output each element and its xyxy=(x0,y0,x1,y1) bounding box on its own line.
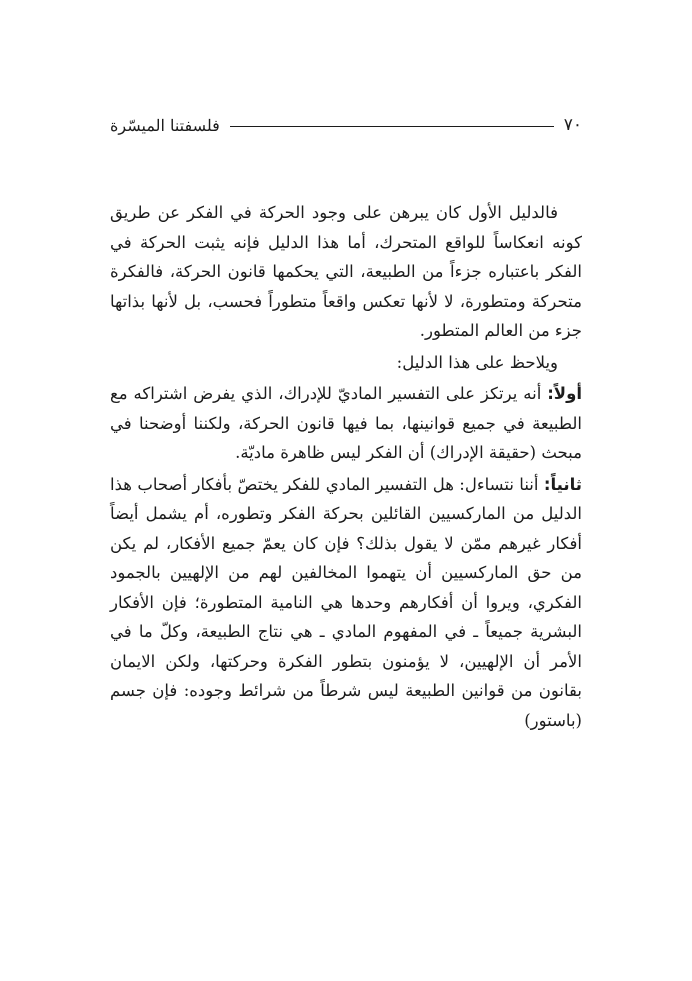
running-header xyxy=(110,112,582,138)
paragraph-text: أنه يرتكز على التفسير الماديّ للإدراك، الذي يفرض اشتراكه مع الطبيعة في جميع قوانينها، بما فيها قانون الحركة، ولكننا أوضحنا في مبحث (حقيقة الإدراك) أن الفكر ليس ظاهرة ماديّة. xyxy=(110,384,582,462)
page-number: ٧٠ xyxy=(563,115,582,135)
paragraph-second-point xyxy=(110,470,582,736)
paragraph-text: ويلاحظ على هذا الدليل: xyxy=(396,352,558,372)
paragraph-observation-intro xyxy=(110,348,582,378)
paragraph-text: أننا نتساءل: هل التفسير المادي للفكر يختصّ بأفكار أصحاب هذا الدليل من الماركسيين القائلين بحركة الفكر وتطوره، أم يشمل أيضاً أفكار غيرهم ممّن لا يقول بذلك؟ فإن كان يعمّ جميع الأفكار، لم يكن من حق الماركسيين أن يتهموا المخالفين لهم من الإلهيين بالجمود الفكري، ويروا أن أفكارهم وحدها هي النامية المتطورة؛ فإن الأفكار البشرية جميعاً ـ في المفهوم المادي ـ هي نتاج الطبيعة، وكلّ ما في الأمر أن الإلهيين، لا يؤمنون بتطور الفكرة وحركتها، ولكن الايمان بقانون من قوانين الطبيعة ليس شرطاً من شرائط وجوده: فإن جسم (باستور) xyxy=(110,474,582,730)
paragraph-text: فالدليل الأول كان يبرهن على وجود الحركة في الفكر عن طريق كونه انعكاساً للواقع المتحرك، أما هذا الدليل فإنه يثبت الحركة في الفكر باعتباره جزءاً من الطبيعة، التي يحكمها قانون الحركة، فالفكرة متحركة ومتطورة، لا لأنها تعكس واقعاً متطوراً فحسب، بل لأنها بذاتها جزء من العالم المتطور. xyxy=(110,203,582,340)
header-rule xyxy=(230,126,554,127)
book-title: فلسفتنا الميسّرة xyxy=(110,115,220,135)
paragraph-first-proof xyxy=(110,198,582,346)
paragraph-lead: أولاً: xyxy=(547,384,582,403)
paragraph-first-point xyxy=(110,379,582,468)
body-text xyxy=(110,198,582,737)
paragraph-lead: ثانياً: xyxy=(543,474,582,494)
